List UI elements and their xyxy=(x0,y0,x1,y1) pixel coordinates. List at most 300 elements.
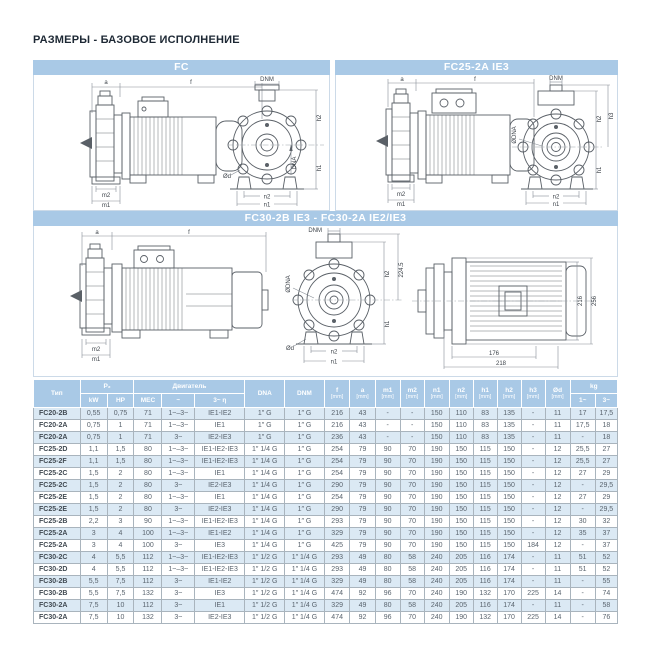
table-cell: 92 xyxy=(350,612,375,624)
dim-m2: m2 xyxy=(101,193,111,199)
cell-pump-type: FC30-2A xyxy=(34,612,81,624)
table-cell: IE2-IE3 xyxy=(195,504,245,516)
dim-od: Ød xyxy=(222,174,232,180)
table-cell: 110 xyxy=(449,432,473,444)
table-cell: 70 xyxy=(400,444,424,456)
table-cell: 1″ G xyxy=(245,408,285,420)
table-cell: 1,5 xyxy=(80,480,107,492)
dim-h1: h1 xyxy=(317,164,323,172)
table-cell: 71 xyxy=(134,408,162,420)
table-cell: 5,5 xyxy=(80,576,107,588)
table-cell: 11 xyxy=(545,552,570,564)
table-cell: 80 xyxy=(375,564,400,576)
table-cell: 254 xyxy=(324,444,350,456)
table-cell: 1,5 xyxy=(80,468,107,480)
table-row xyxy=(34,552,618,564)
table-cell: 70 xyxy=(400,516,424,528)
table-row xyxy=(34,420,618,432)
table-cell: 11 xyxy=(545,408,570,420)
table-cell: 1″ 1/4 G xyxy=(285,588,325,600)
table-cell: 150 xyxy=(449,504,473,516)
table-cell: 12 xyxy=(545,504,570,516)
dim-h3: h3 xyxy=(609,112,615,120)
table-cell: 5,5 xyxy=(107,552,134,564)
table-cell: 115 xyxy=(473,528,497,540)
dim-h2: h2 xyxy=(385,270,391,278)
table-cell: 100 xyxy=(134,540,162,552)
table-cell: 92 xyxy=(350,588,375,600)
dim-a: a xyxy=(95,230,99,236)
table-cell: 1″ 1/2 G xyxy=(245,552,285,564)
table-cell: 49 xyxy=(350,600,375,612)
table-cell: 90 xyxy=(375,468,400,480)
table-cell: 184 xyxy=(521,540,545,552)
dim-h2: h2 xyxy=(317,114,323,122)
header-dim-4: n1 [mm] xyxy=(424,380,449,408)
table-cell: IE1-IE2-IE3 xyxy=(195,516,245,528)
table-cell: 3~ xyxy=(162,600,195,612)
table-cell: 240 xyxy=(424,600,449,612)
table-cell: 1″ G xyxy=(285,468,325,480)
table-cell: IE1-IE2-IE3 xyxy=(195,552,245,564)
table-cell: 27 xyxy=(595,456,617,468)
table-cell: 150 xyxy=(449,540,473,552)
table-cell: - xyxy=(400,420,424,432)
table-cell: 1″ G xyxy=(285,420,325,432)
table-cell: 58 xyxy=(400,552,424,564)
table-cell: 17 xyxy=(570,408,595,420)
table-cell: 1,5 xyxy=(80,492,107,504)
table-cell: 240 xyxy=(424,576,449,588)
dim-m2: m2 xyxy=(396,192,406,198)
table-cell: 115 xyxy=(473,516,497,528)
fc30-drawing-box xyxy=(33,226,618,377)
table-cell: 254 xyxy=(324,468,350,480)
table-cell: 190 xyxy=(424,516,449,528)
table-cell: 293 xyxy=(324,552,350,564)
table-cell: 12 xyxy=(545,480,570,492)
table-cell: 174 xyxy=(497,576,521,588)
table-cell: 116 xyxy=(473,576,497,588)
dim-256: 256 xyxy=(592,295,598,307)
table-cell: 12 xyxy=(545,492,570,504)
cell-pump-type: FC30-2B xyxy=(34,588,81,600)
table-cell: IE1 xyxy=(195,600,245,612)
table-cell: 3 xyxy=(80,540,107,552)
table-cell: 4 xyxy=(107,540,134,552)
table-cell: 10 xyxy=(107,612,134,624)
table-cell: 4 xyxy=(80,564,107,576)
table-cell: 174 xyxy=(497,600,521,612)
table-cell: 12 xyxy=(545,444,570,456)
table-cell: 1″ G xyxy=(285,480,325,492)
fc30-front-view xyxy=(286,228,405,366)
table-cell: 1″ G xyxy=(245,420,285,432)
table-cell: 1″ 1/4 G xyxy=(285,600,325,612)
table-cell: 150 xyxy=(449,492,473,504)
table-cell: 135 xyxy=(497,420,521,432)
table-cell: 1″ G xyxy=(285,408,325,420)
table-cell: 70 xyxy=(400,504,424,516)
table-cell: 11 xyxy=(545,432,570,444)
table-cell: 29 xyxy=(595,468,617,480)
table-cell: 3 xyxy=(80,528,107,540)
table-cell: IE1-IE2-IE3 xyxy=(195,564,245,576)
cell-pump-type: FC20-2B xyxy=(34,408,81,420)
fc30-top-view xyxy=(412,258,598,369)
table-cell: 27 xyxy=(570,492,595,504)
table-cell: 132 xyxy=(134,588,162,600)
table-cell: 32 xyxy=(595,516,617,528)
table-cell: 100 xyxy=(134,528,162,540)
table-cell: - xyxy=(521,420,545,432)
table-cell: 35 xyxy=(570,528,595,540)
table-cell: 2 xyxy=(107,468,134,480)
table-cell: 2 xyxy=(107,480,134,492)
table-cell: 79 xyxy=(350,456,375,468)
table-cell: 12 xyxy=(545,528,570,540)
dimensions-table xyxy=(33,379,618,624)
header-dim-6: h1 [mm] xyxy=(473,380,497,408)
table-cell: 1~–3~ xyxy=(162,468,195,480)
table-cell: 150 xyxy=(449,480,473,492)
table-cell: 1~–3~ xyxy=(162,528,195,540)
table-cell: 43 xyxy=(350,432,375,444)
table-cell: 112 xyxy=(134,600,162,612)
table-cell: 1~–3~ xyxy=(162,564,195,576)
table-cell: 1~–3~ xyxy=(162,444,195,456)
table-cell: IE1 xyxy=(195,468,245,480)
table-cell: 150 xyxy=(497,444,521,456)
table-cell: 14 xyxy=(545,612,570,624)
table-cell: 3~ xyxy=(162,504,195,516)
table-cell: 150 xyxy=(424,408,449,420)
table-cell: 12 xyxy=(545,540,570,552)
table-cell: 290 xyxy=(324,480,350,492)
table-cell: 1~–3~ xyxy=(162,516,195,528)
table-cell: 79 xyxy=(350,528,375,540)
table-cell: 170 xyxy=(497,612,521,624)
table-cell: - xyxy=(521,432,545,444)
table-cell: 79 xyxy=(350,480,375,492)
table-cell: 17,5 xyxy=(595,408,617,420)
table-cell: 2 xyxy=(107,492,134,504)
table-cell: - xyxy=(375,408,400,420)
cell-pump-type: FC20-2A xyxy=(34,420,81,432)
dim-m1: m1 xyxy=(396,202,406,208)
table-cell: - xyxy=(521,456,545,468)
cell-pump-type: FC25-2A xyxy=(34,528,81,540)
table-cell: 115 xyxy=(473,444,497,456)
table-cell: 1″ G xyxy=(285,504,325,516)
dim-h1: h1 xyxy=(385,320,391,328)
table-cell: 174 xyxy=(497,552,521,564)
cell-pump-type: FC25-2B xyxy=(34,516,81,528)
table-cell: 90 xyxy=(375,540,400,552)
table-cell: 1″ G xyxy=(245,432,285,444)
table-cell: 1″ 1/2 G xyxy=(245,612,285,624)
table-cell: 150 xyxy=(424,420,449,432)
dim-n2: n2 xyxy=(330,349,338,356)
cell-pump-type: FC25-2E xyxy=(34,492,81,504)
table-cell: - xyxy=(521,600,545,612)
header-dim-3: m2 [mm] xyxy=(400,380,424,408)
table-cell: 4 xyxy=(80,552,107,564)
table-cell: 29 xyxy=(595,492,617,504)
table-cell: 0,75 xyxy=(80,420,107,432)
table-row xyxy=(34,588,618,600)
header-dim-7: h2 [mm] xyxy=(497,380,521,408)
table-cell: 110 xyxy=(449,420,473,432)
dim-n2: n2 xyxy=(552,194,560,201)
table-cell: 132 xyxy=(473,612,497,624)
table-cell: 58 xyxy=(400,564,424,576)
table-cell: 3~ xyxy=(162,612,195,624)
table-cell: 2,2 xyxy=(80,516,107,528)
table-cell: 474 xyxy=(324,612,350,624)
table-cell: 190 xyxy=(424,444,449,456)
header-dim-0: f [mm] xyxy=(324,380,350,408)
table-cell: 1″ 1/2 G xyxy=(245,576,285,588)
table-cell: 170 xyxy=(497,588,521,600)
table-cell: - xyxy=(521,528,545,540)
dim-dnm: DNM xyxy=(308,228,322,234)
table-cell: 3~ xyxy=(162,432,195,444)
table-cell: 225 xyxy=(521,588,545,600)
table-cell: 1″ 1/4 G xyxy=(285,576,325,588)
column-subheader: HP xyxy=(107,394,134,408)
table-cell: 1″ G xyxy=(285,492,325,504)
table-cell: 150 xyxy=(497,540,521,552)
table-row xyxy=(34,492,618,504)
table-cell: 80 xyxy=(134,480,162,492)
dim-n1: n1 xyxy=(330,359,338,366)
table-cell: 190 xyxy=(449,588,473,600)
table-cell: 236 xyxy=(324,432,350,444)
table-cell: 14 xyxy=(545,588,570,600)
table-cell: 49 xyxy=(350,552,375,564)
table-cell: 1,1 xyxy=(80,456,107,468)
table-cell: 79 xyxy=(350,516,375,528)
table-cell: 51 xyxy=(570,564,595,576)
table-cell: 74 xyxy=(595,588,617,600)
table-cell: 90 xyxy=(375,504,400,516)
header-kg: kg xyxy=(570,380,617,394)
table-cell: 115 xyxy=(473,480,497,492)
table-cell: - xyxy=(521,552,545,564)
table-cell: 116 xyxy=(473,552,497,564)
table-cell: 150 xyxy=(497,504,521,516)
table-cell: 5,5 xyxy=(80,588,107,600)
dim-dna: DNA xyxy=(292,156,298,170)
table-cell: 205 xyxy=(449,552,473,564)
fc30-side-view xyxy=(70,230,268,363)
table-cell: 80 xyxy=(134,492,162,504)
table-row xyxy=(34,468,618,480)
table-cell: - xyxy=(375,420,400,432)
fc25-drawing-box xyxy=(335,75,618,211)
table-cell: 1″ 1/4 G xyxy=(245,444,285,456)
table-cell: 18 xyxy=(595,432,617,444)
table-cell: IE3 xyxy=(195,540,245,552)
header-type: Тип xyxy=(34,380,81,408)
table-cell: 90 xyxy=(134,516,162,528)
table-cell: 51 xyxy=(570,552,595,564)
table-cell: 79 xyxy=(350,492,375,504)
table-cell: 1″ G xyxy=(285,444,325,456)
table-cell: 132 xyxy=(473,588,497,600)
table-row xyxy=(34,540,618,552)
table-cell: 1″ 1/2 G xyxy=(245,564,285,576)
table-cell: 115 xyxy=(473,492,497,504)
table-cell: - xyxy=(570,612,595,624)
table-cell: 70 xyxy=(400,492,424,504)
table-cell: 240 xyxy=(424,588,449,600)
dim-od: Ød xyxy=(285,346,295,352)
table-cell: 150 xyxy=(497,492,521,504)
header-dim-2: m1 [mm] xyxy=(375,380,400,408)
table-cell: 110 xyxy=(449,408,473,420)
table-cell: 49 xyxy=(350,564,375,576)
column-subheader: 1~ xyxy=(570,394,595,408)
table-cell: 5,5 xyxy=(107,564,134,576)
table-cell: 11 xyxy=(545,564,570,576)
table-cell: 7,5 xyxy=(107,576,134,588)
table-cell: 150 xyxy=(449,528,473,540)
table-cell: 115 xyxy=(473,456,497,468)
table-cell: 12 xyxy=(545,516,570,528)
table-row xyxy=(34,480,618,492)
table-cell: 150 xyxy=(497,528,521,540)
header-dim-5: n2 [mm] xyxy=(449,380,473,408)
fc25-front-view xyxy=(512,76,615,208)
table-cell: 474 xyxy=(324,588,350,600)
dim-dna: ØDNA xyxy=(286,275,292,293)
table-cell: - xyxy=(570,432,595,444)
table-cell: 1″ G xyxy=(285,516,325,528)
table-cell: - xyxy=(521,444,545,456)
table-cell: 190 xyxy=(424,480,449,492)
table-cell: 37 xyxy=(595,540,617,552)
table-cell: 90 xyxy=(375,480,400,492)
table-cell: 1,5 xyxy=(80,504,107,516)
column-subheader: МЕС xyxy=(134,394,162,408)
table-cell: 80 xyxy=(134,444,162,456)
table-cell: 80 xyxy=(134,504,162,516)
table-cell: IE1-IE2-IE3 xyxy=(195,456,245,468)
table-cell: - xyxy=(570,480,595,492)
table-cell: 293 xyxy=(324,516,350,528)
table-cell: - xyxy=(400,408,424,420)
table-cell: 1 xyxy=(107,420,134,432)
fc-drawing xyxy=(34,75,329,209)
table-cell: - xyxy=(521,504,545,516)
dim-n1: n1 xyxy=(263,202,271,209)
column-subheader: 3~ η xyxy=(195,394,245,408)
table-cell: 12 xyxy=(545,468,570,480)
table-cell: 52 xyxy=(595,564,617,576)
table-cell: 1″ G xyxy=(285,540,325,552)
table-cell: 27 xyxy=(570,468,595,480)
table-cell: 25,5 xyxy=(570,444,595,456)
fc-side-view xyxy=(80,80,262,209)
table-cell: 190 xyxy=(424,468,449,480)
table-cell: 55 xyxy=(595,576,617,588)
table-cell: 329 xyxy=(324,576,350,588)
table-cell: 150 xyxy=(449,516,473,528)
table-cell: 1~–3~ xyxy=(162,552,195,564)
table-cell: 190 xyxy=(449,612,473,624)
table-cell: IE2-IE3 xyxy=(195,480,245,492)
cell-pump-type: FC30-2C xyxy=(34,552,81,564)
dim-f: f xyxy=(188,230,190,236)
table-cell: 80 xyxy=(134,468,162,480)
table-cell: IE1-IE2-IE3 xyxy=(195,444,245,456)
table-cell: 1″ 1/4 G xyxy=(285,564,325,576)
table-cell: 0,55 xyxy=(80,408,107,420)
dim-m2: m2 xyxy=(91,347,101,353)
cell-pump-type: FC25-2E xyxy=(34,504,81,516)
cell-pump-type: FC25-2C xyxy=(34,468,81,480)
dim-m1: m1 xyxy=(91,357,101,363)
table-cell: 135 xyxy=(497,432,521,444)
table-cell: 254 xyxy=(324,456,350,468)
table-cell: 90 xyxy=(375,444,400,456)
table-cell: 190 xyxy=(424,456,449,468)
fc25-side-view xyxy=(376,77,534,208)
dim-m1: m1 xyxy=(101,203,111,209)
table-cell: IE1-IE2 xyxy=(195,528,245,540)
table-cell: IE1-IE2 xyxy=(195,576,245,588)
table-cell: 27 xyxy=(595,444,617,456)
table-row xyxy=(34,528,618,540)
table-cell: 71 xyxy=(134,432,162,444)
table-cell: 3~ xyxy=(162,588,195,600)
table-cell: 80 xyxy=(375,600,400,612)
table-cell: 2 xyxy=(107,504,134,516)
table-cell: 174 xyxy=(497,564,521,576)
table-row xyxy=(34,516,618,528)
dim-218: 218 xyxy=(495,361,507,367)
table-cell: 1,1 xyxy=(80,444,107,456)
table-cell: 83 xyxy=(473,408,497,420)
table-cell: 216 xyxy=(324,420,350,432)
table-cell: 240 xyxy=(424,552,449,564)
dim-216: 216 xyxy=(578,295,584,307)
table-cell: 70 xyxy=(400,480,424,492)
table-cell: - xyxy=(521,516,545,528)
table-cell: 112 xyxy=(134,552,162,564)
fc-drawing-box xyxy=(33,75,330,211)
table-cell: - xyxy=(400,432,424,444)
table-cell: 70 xyxy=(400,588,424,600)
table-cell: 150 xyxy=(497,516,521,528)
table-cell: 150 xyxy=(449,468,473,480)
table-cell: 190 xyxy=(424,540,449,552)
table-cell: 225 xyxy=(521,612,545,624)
table-cell: 290 xyxy=(324,504,350,516)
table-cell: 79 xyxy=(350,540,375,552)
table-cell: 79 xyxy=(350,468,375,480)
table-cell: IE3 xyxy=(195,588,245,600)
table-cell: 90 xyxy=(375,528,400,540)
table-cell: 1″ 1/4 G xyxy=(245,528,285,540)
cell-pump-type: FC25-2D xyxy=(34,444,81,456)
table-cell: 17,5 xyxy=(570,420,595,432)
table-cell: 115 xyxy=(473,468,497,480)
table-cell: - xyxy=(570,600,595,612)
table-cell: 70 xyxy=(400,540,424,552)
